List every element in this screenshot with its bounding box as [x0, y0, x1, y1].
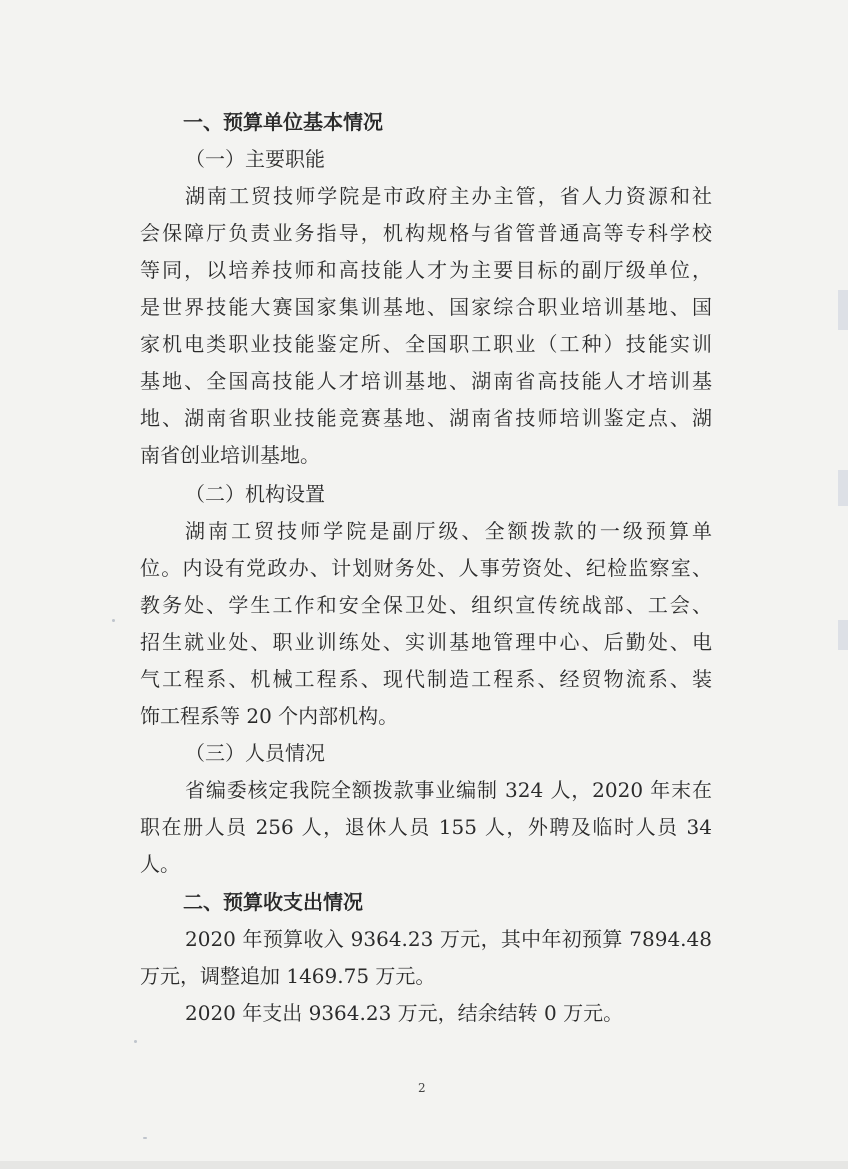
sub2-title: （二）机构设置: [185, 482, 325, 506]
scan-speck: [134, 1040, 137, 1043]
section2-heading: 二、预算收支出情况: [183, 890, 363, 914]
paragraph-line: 湖南工贸技师学院是市政府主办主管，省人力资源和社: [185, 184, 712, 208]
section1-heading: 一、预算单位基本情况: [183, 110, 383, 134]
sub3-title: （三）人员情况: [185, 741, 325, 765]
paragraph-line: 是世界技能大赛国家集训基地、国家综合职业培训基地、国: [140, 295, 712, 319]
paragraph-line: 气工程系、机械工程系、现代制造工程系、经贸物流系、装: [140, 667, 712, 691]
paragraph-line: 职在册人员 256 人，退休人员 155 人，外聘及临时人员 34: [140, 815, 712, 839]
paragraph-line: 2020 年预算收入 9364.23 万元，其中年初预算 7894.48: [185, 927, 712, 951]
sub1-title: （一）主要职能: [185, 147, 325, 171]
paragraph-line: 湖南工贸技师学院是副厅级、全额拨款的一级预算单: [185, 519, 712, 543]
paragraph-line: 南省创业培训基地。: [140, 443, 320, 467]
paragraph-line: 基地、全国高技能人才培训基地、湖南省高技能人才培训基: [140, 369, 712, 393]
scan-edge-mark: [838, 290, 848, 330]
paragraph-line: 省编委核定我院全额拨款事业编制 324 人，2020 年末在: [185, 778, 712, 802]
scan-speck: [112, 619, 115, 622]
scan-bottom-edge: [0, 1161, 848, 1169]
paragraph-line: 招生就业处、职业训练处、实训基地管理中心、后勤处、电: [140, 630, 712, 654]
page-number: 2: [418, 1081, 426, 1095]
paragraph-line: 家机电类职业技能鉴定所、全国职工职业（工种）技能实训: [140, 332, 712, 356]
paragraph-line: 万元，调整追加 1469.75 万元。: [140, 964, 436, 988]
paragraph-line: 地、湖南省职业技能竞赛基地、湖南省技师培训鉴定点、湖: [140, 406, 712, 430]
paragraph-line: 饰工程系等 20 个内部机构。: [140, 704, 399, 728]
paragraph-line: 会保障厅负责业务指导，机构规格与省管普通高等专科学校: [140, 221, 712, 245]
scan-edge-mark: [838, 620, 848, 650]
paragraph-line: 2020 年支出 9364.23 万元，结余结转 0 万元。: [185, 1001, 624, 1025]
paragraph-line: 等同，以培养技师和高技能人才为主要目标的副厅级单位，: [140, 258, 712, 282]
paragraph-line: 位。内设有党政办、计划财务处、人事劳资处、纪检监察室、: [140, 556, 712, 580]
scan-speck: [143, 1137, 147, 1139]
paragraph-line: 教务处、学生工作和安全保卫处、组织宣传统战部、工会、: [140, 593, 712, 617]
paragraph-line: 人。: [140, 852, 180, 876]
scan-edge-mark: [838, 470, 848, 506]
